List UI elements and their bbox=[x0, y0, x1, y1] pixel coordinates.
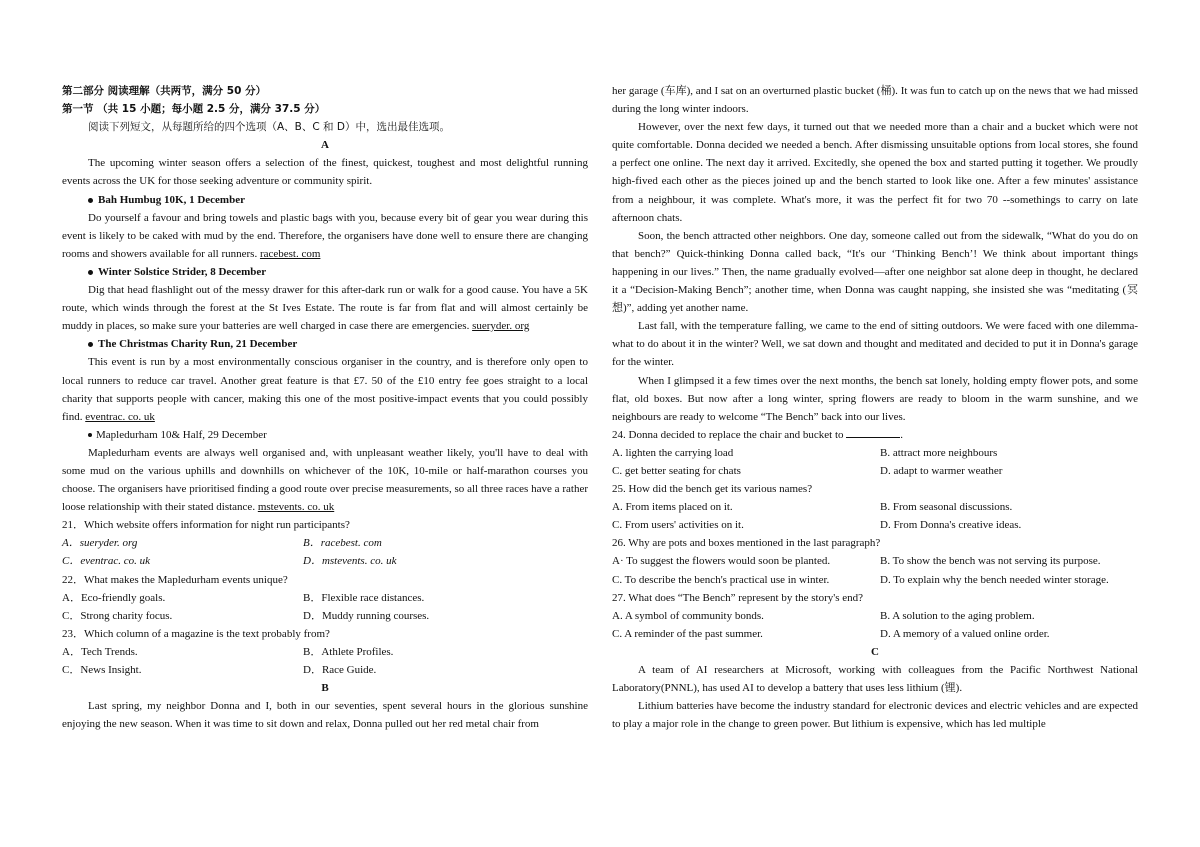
passage-b-letter: B bbox=[321, 682, 329, 695]
bullet-icon bbox=[88, 270, 93, 275]
passage-b-paragraph: Last fall, with the temperature falling, we came to the end of sitting outdoors. We were faced with one dilemma-what to do about it in the winter? Well, we sat down and thought and meditated and decided to put it in Donna's garage for the winter. bbox=[612, 320, 1138, 369]
option: D. From Donna's creative ideas. bbox=[880, 519, 1022, 532]
event-description: This event is run by a most environmentally conscious organiser in the country, and is therefore only open to local runners to reduce car travel. Another great feature is that £7. 50 of the £10 entry fee goes straight to a local charity that supports people with cancer, making this one of the most positive-impact events that you could possibly find. eventrac. co. uk bbox=[62, 356, 588, 423]
part-title: 第二部分 阅读理解（共两节，满分 50 分） bbox=[62, 85, 267, 97]
option: A· To suggest the flowers would soon be planted. bbox=[612, 555, 831, 568]
passage-b-paragraph: her garage (车库), and I sat on an overturned plastic bucket (桶). It was fun to catch up on the news that we had missed during the long winter indoors. bbox=[612, 85, 1138, 116]
right-column bbox=[612, 82, 1138, 733]
option: B．Athlete Profiles. bbox=[303, 645, 394, 658]
option: B. To show the bench was not serving its purpose. bbox=[880, 555, 1101, 568]
option: B．Flexible race distances. bbox=[303, 591, 425, 604]
option: C．eventrac. co. uk bbox=[62, 555, 150, 568]
event-title: Bah Humbug 10K, 1 December bbox=[62, 191, 588, 209]
passage-b-paragraph: When I glimpsed it a few times over the next months, the bench sat lonely, holding empty flower pots, and some flat, old boxes. But now after a long winter, spring flowers are ready to bloom in the warm sunshine, and we neighbours are ready to welcome “The Bench” back into our lives. bbox=[612, 374, 1138, 423]
option: A. A symbol of community bonds. bbox=[612, 609, 764, 622]
event-title: The Christmas Charity Run, 21 December bbox=[62, 335, 588, 353]
question-options bbox=[62, 534, 588, 570]
bullet-icon bbox=[88, 433, 92, 437]
event-description: Do yourself a favour and bring towels and plastic bags with you, because every bit of gear you wear during this event is likely to be caked with mud by the end. Therefore, the organisers have done well to ensure there are changing rooms and showers available for all runners. racebest. com bbox=[62, 211, 588, 260]
event-url: mstevents. co. uk bbox=[257, 501, 335, 514]
left-column bbox=[62, 82, 588, 733]
question-stem: 26. Why are pots and boxes mentioned in the last paragraph? bbox=[612, 537, 881, 550]
question-stem: 21．Which website offers information for night run participants? bbox=[62, 519, 350, 532]
option: B. attract more neighbours bbox=[880, 446, 998, 459]
event-description: Mapledurham events are always well organised and, with unpleasant weather likely, you'll have to deal with some mud on the various uphills and downhills on whichever of the 10K, 10-mile or half-marathon courses you choose. The organisers have prioritised finding a good route over precise measurements, so all three races have a rather loose relationship with their stated distance. mstevents. co. uk bbox=[62, 446, 588, 514]
option: D．Race Guide. bbox=[303, 664, 377, 676]
event-url: racebest. com bbox=[259, 247, 321, 260]
option: C. get better seating for chats bbox=[612, 464, 741, 477]
option: C．News Insight. bbox=[62, 664, 142, 676]
event-title: Mapledurham 10& Half, 29 December bbox=[62, 426, 588, 444]
option: B. A solution to the aging problem. bbox=[880, 609, 1035, 622]
option: C. To describe the bench's practical use in winter. bbox=[612, 573, 830, 586]
option: C. A reminder of the past summer. bbox=[612, 627, 763, 640]
option: B．racebest. com bbox=[303, 537, 382, 550]
passage-c-letter: C bbox=[871, 645, 879, 658]
question-stem: 27. What does “The Bench” represent by the story's end? bbox=[612, 591, 864, 604]
option: A. lighten the carrying load bbox=[612, 446, 734, 459]
option: D. To explain why the bench needed winter storage. bbox=[880, 573, 1109, 586]
event-description: Dig that head flashlight out of the messy drawer for this after-dark run or walk for a good cause. You have a 5K route, which winds through the forest at the St Ives Estate. The route is far from flat and will almost certainly be muddy in places, so make sure your batteries are well charged in case there are emergencies. sueryder. org bbox=[62, 284, 588, 333]
passage-b-paragraph: However, over the next few days, it turned out that we needed more than a chair and a bucket which were not quite comfortable. Donna decided we needed a bench. After dismissing unsuitable options from local stores, she found a perfect one online. The next day it arrived. Excitedly, she opened the box and started putting it together. We proudly high-fived each other as the pieces joined up and the bench started to look like one. After a few minutes' assistance from a neighbour, it was complete. What's more, it was the perfect fit for two 70 --somethings to carry on late afternoon chats. bbox=[612, 121, 1138, 224]
passage-c-paragraph: Lithium batteries have become the industry standard for electronic devices and electric vehicles and are expected to play a major role in the change to green power. But lithium is expensive, which has led multiple bbox=[612, 700, 1138, 731]
instruction: 阅读下列短文，从每题所给的四个选项（A、B、C 和 D）中，选出最佳选项。 bbox=[88, 121, 450, 134]
option: C. From users' activities on it. bbox=[612, 519, 744, 532]
question-options bbox=[612, 444, 1138, 480]
question-options bbox=[612, 498, 1138, 534]
question-options bbox=[62, 589, 588, 625]
question-options bbox=[612, 607, 1138, 643]
section-subtitle: 第一节 （共 15 小题；每小题 2.5 分，满分 37.5 分） bbox=[62, 103, 326, 116]
option: C．Strong charity focus. bbox=[62, 609, 173, 622]
option: D．mstevents. co. uk bbox=[303, 555, 397, 568]
question-options bbox=[612, 552, 1138, 588]
question-stem: 22．What makes the Mapledurham events unique? bbox=[62, 573, 288, 586]
passage-c-paragraph: A team of AI researchers at Microsoft, working with colleagues from the Pacific Northwest National Laboratory(PNNL), has used AI to develop a battery that uses less lithium (锂). bbox=[612, 664, 1138, 695]
option: A．Tech Trends. bbox=[62, 645, 138, 658]
passage-b-paragraph: Soon, the bench attracted other neighbors. One day, someone called out from the sidewalk, “What do you do on that bench?” Quick-thinking Donna called back, “It's our ‘Thinking Bench’! We think about important things happening in our lives.” Then, the name gradually evolved—after one neighbor sat alone deep in thought, he declared it a “Decision-Making Bench”; another time, when Donna was caught napping, she insisted she was “meditating (冥想)”, adding yet another name. bbox=[612, 229, 1138, 315]
question-options bbox=[62, 643, 588, 679]
question-stem: 25. How did the bench get its various names? bbox=[612, 483, 813, 496]
option: B. From seasonal discussions. bbox=[880, 501, 1013, 514]
event-title: Winter Solstice Strider, 8 December bbox=[62, 263, 588, 281]
option: A．sueryder. org bbox=[62, 537, 138, 550]
event-url: sueryder. org bbox=[472, 320, 530, 333]
option: D. A memory of a valued online order. bbox=[880, 627, 1050, 640]
passage-b-paragraph: Last spring, my neighbor Donna and I, both in our seventies, spent several hours in the glorious sunshine enjoying the new season. When it was time to sit down and relax, Donna pulled out her red metal chair from bbox=[62, 700, 588, 731]
bullet-icon bbox=[88, 342, 93, 347]
option: A．Eco-friendly goals. bbox=[62, 591, 166, 604]
question-stem: 24. Donna decided to replace the chair and bucket to . bbox=[612, 426, 1138, 444]
option: D. adapt to warmer weather bbox=[880, 464, 1003, 477]
passage-a-intro: The upcoming winter season offers a selection of the finest, quickest, toughest and most delightful running events across the UK for those seeking adventure or community spirit. bbox=[62, 157, 588, 188]
option: A. From items placed on it. bbox=[612, 501, 733, 514]
event-url: eventrac. co. uk bbox=[85, 410, 155, 423]
question-stem: 23．Which column of a magazine is the text probably from? bbox=[62, 627, 330, 640]
bullet-icon bbox=[88, 198, 93, 203]
option: D．Muddy running courses. bbox=[303, 609, 430, 622]
answer-blank bbox=[846, 426, 900, 438]
passage-a-letter: A bbox=[321, 139, 329, 152]
